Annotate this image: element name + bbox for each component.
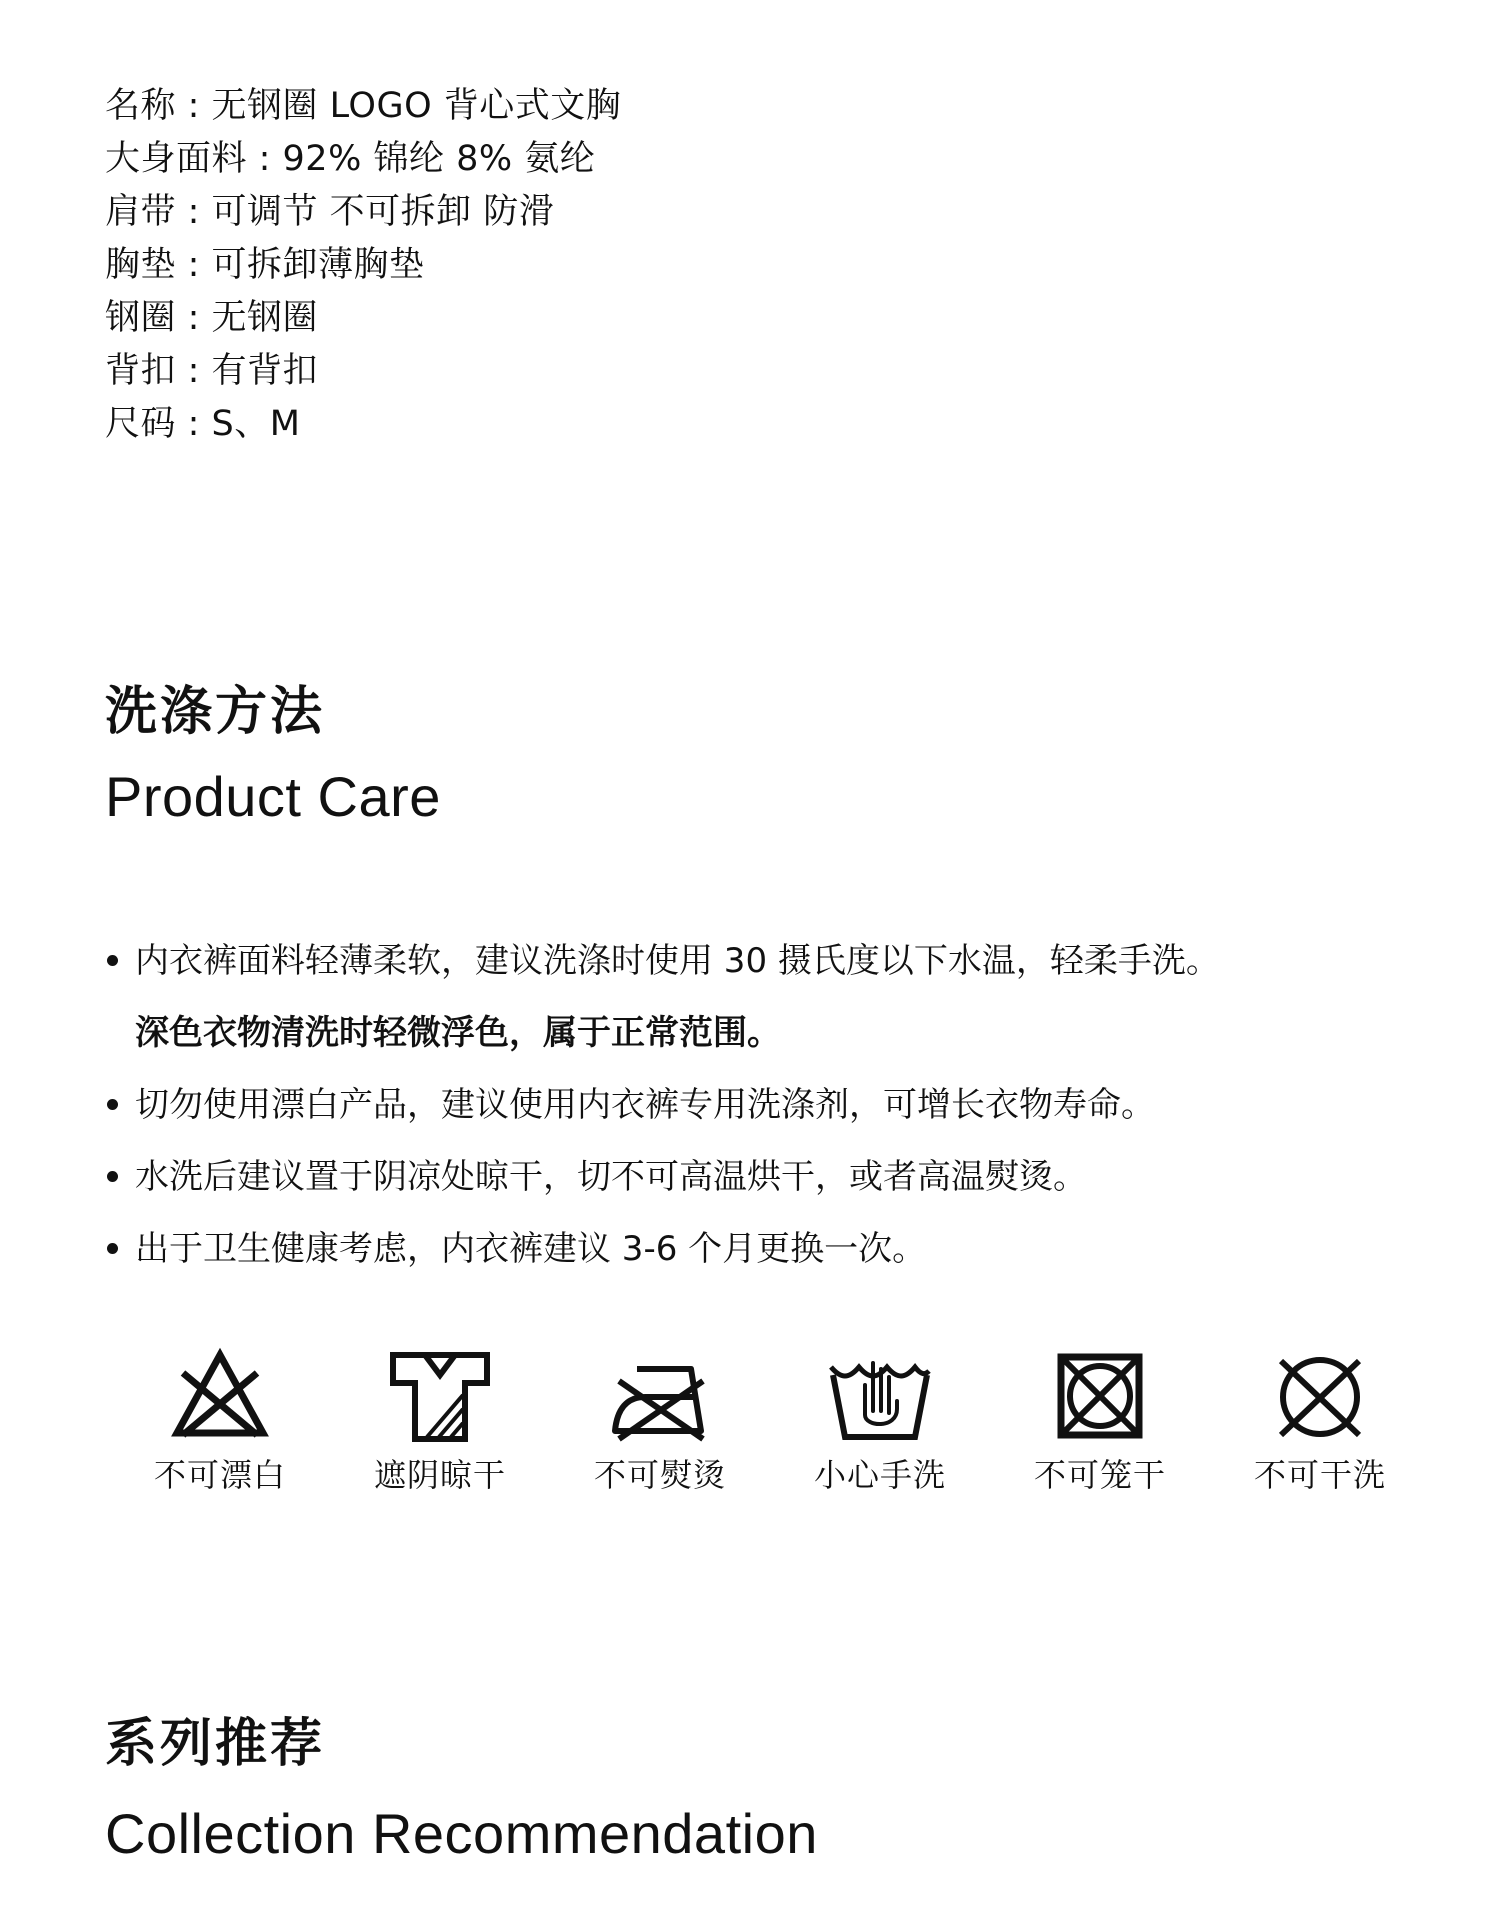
care-item-text: 出于卫生健康考虑，内衣裤建议 3-6 个月更换一次。: [135, 1229, 927, 1269]
icon-label: 小心手洗: [813, 1456, 946, 1494]
spec-fabric: 大身面料 : 92% 锦纶 8% 氨纶: [105, 139, 596, 179]
no-dry-clean-icon: [1265, 1345, 1375, 1445]
collection-title-cn: 系列推荐: [105, 1714, 326, 1774]
spec-wire: 钢圈 : 无钢圈: [105, 298, 319, 338]
icon-label: 遮阴晾干: [373, 1456, 506, 1494]
bullet-dot: [107, 1243, 118, 1254]
care-title-en: Product Care: [105, 765, 441, 828]
spec-name: 名称 : 无钢圈 LOGO 背心式文胸: [105, 86, 622, 126]
care-item-text: 水洗后建议置于阴凉处晾干，切不可高温烘干，或者高温熨烫。: [135, 1157, 1087, 1197]
care-item: [105, 1141, 1220, 1213]
bullet-dot: [107, 1099, 118, 1110]
spec-clasp: 背扣 : 有背扣: [105, 351, 319, 391]
care-symbol-no-iron: [550, 1345, 770, 1495]
care-symbol-no-tumble-dry: [990, 1345, 1210, 1495]
care-symbol-shade-dry: [330, 1345, 550, 1495]
no-iron-icon: [605, 1345, 715, 1445]
care-title-cn: 洗涤方法: [105, 682, 326, 742]
icon-label: 不可笼干: [1033, 1456, 1166, 1494]
bullet-dot: [107, 1171, 118, 1182]
icon-label: 不可熨烫: [593, 1456, 726, 1494]
no-bleach-icon: [165, 1345, 275, 1445]
care-item: [105, 925, 1220, 1069]
collection-title-en: Collection Recommendation: [105, 1802, 818, 1865]
care-item: [105, 1069, 1220, 1141]
icon-label: 不可干洗: [1253, 1456, 1386, 1494]
hand-wash-icon: [825, 1345, 935, 1445]
bullet-dot: [107, 955, 118, 966]
care-item-text: 切勿使用漂白产品，建议使用内衣裤专用洗涤剂，可增长衣物寿命。: [135, 1085, 1155, 1125]
spec-strap: 肩带 : 可调节 不可拆卸 防滑: [105, 192, 555, 232]
care-item-note: 深色衣物清洗时轻微浮色，属于正常范围。: [135, 1013, 781, 1053]
care-item-text: 内衣裤面料轻薄柔软，建议洗涤时使用 30 摄氏度以下水温，轻柔手洗。: [135, 941, 1220, 981]
icon-label: 不可漂白: [153, 1456, 286, 1494]
care-symbol-no-dry-clean: [1210, 1345, 1430, 1495]
care-instructions: [105, 925, 1220, 1285]
care-icons: [110, 1345, 1430, 1495]
product-specs: [105, 80, 621, 451]
shade-dry-icon: [385, 1345, 495, 1445]
no-tumble-dry-icon: [1045, 1345, 1155, 1445]
care-symbol-hand-wash: [770, 1345, 990, 1495]
care-symbol-no-bleach: [110, 1345, 330, 1495]
spec-size: 尺码 : S、M: [105, 404, 301, 444]
care-item: [105, 1213, 1220, 1285]
spec-pad: 胸垫 : 可拆卸薄胸垫: [105, 245, 425, 285]
